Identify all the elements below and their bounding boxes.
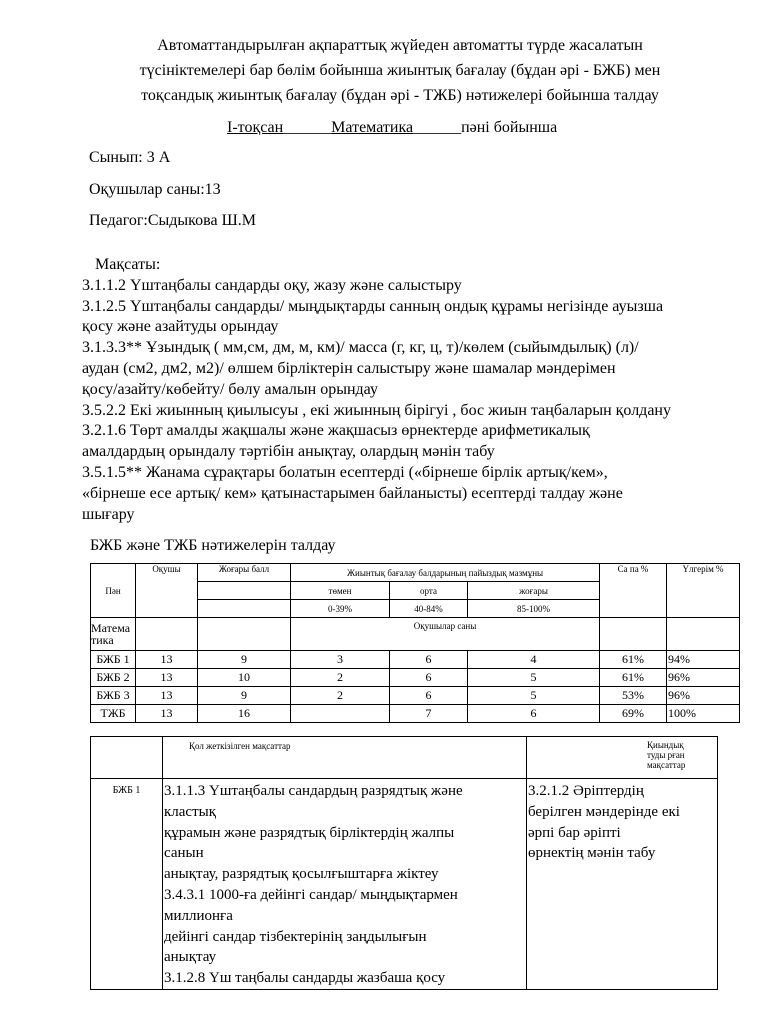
row-high: 6 bbox=[468, 705, 600, 723]
difficult-header bbox=[527, 737, 718, 779]
header-students: Оқушы bbox=[136, 564, 198, 618]
row-mid: 6 bbox=[390, 669, 468, 687]
goals-table bbox=[90, 736, 718, 990]
difficult-header-line: Қиындық bbox=[647, 740, 684, 750]
goal-line: қосу/азайту/көбейту/ бөлу амалын орындау bbox=[82, 380, 378, 398]
goal-line: «бірнеше есе артық/ кем» қатынастарымен байланысты) есептерді талдау және bbox=[82, 484, 623, 502]
achieved-line: 3.1.1.3 Үштаңбалы сандардың разрядтық және bbox=[164, 783, 463, 799]
row-max: 9 bbox=[198, 651, 291, 669]
difficult-line: өрнектің мәнін табу bbox=[528, 845, 656, 862]
row-success: 100% bbox=[667, 705, 740, 723]
difficult-line: 3.2.1.2 Әріптердің bbox=[528, 783, 644, 799]
header-mid-range: 40-84% bbox=[390, 600, 468, 618]
header-high-range: 85-100% bbox=[468, 600, 600, 618]
row-high: 5 bbox=[468, 687, 600, 705]
header-success: Үлгерім % bbox=[667, 564, 740, 618]
subject-name: Математика bbox=[331, 119, 414, 136]
subject-name-cell: Матема тика bbox=[91, 618, 136, 651]
achieved-header: Қол жеткізілген мақсаттар bbox=[163, 737, 527, 779]
document-title bbox=[60, 33, 740, 108]
goal-line: 3.2.1.6 Төрт амалды жақшалы және жақшасыз өрнектерде арифметикалық bbox=[82, 422, 590, 440]
header-low: төмен bbox=[291, 582, 390, 600]
row-max: 9 bbox=[198, 687, 291, 705]
row-low: 2 bbox=[291, 669, 390, 687]
class-info: Сынып: 3 А bbox=[89, 149, 171, 166]
row-success: 96% bbox=[667, 669, 740, 687]
table-row bbox=[91, 687, 740, 705]
row-max: 16 bbox=[198, 705, 291, 723]
goal-line: амалдардың орындалу тәртібін анықтау, олардың мәнін табу bbox=[82, 443, 495, 461]
row-low: 2 bbox=[291, 687, 390, 705]
row-quality: 69% bbox=[600, 705, 667, 723]
title-line: түсініктемелері бар бөлім бойынша жиынтық бағалау (бұдан әрі - БЖБ) мен bbox=[139, 62, 661, 79]
achieved-goals bbox=[163, 779, 527, 990]
difficult-line: әрпі бар әріпті bbox=[528, 824, 621, 841]
row-quality: 61% bbox=[600, 651, 667, 669]
header-max-score: Жоғары балл bbox=[198, 564, 291, 582]
goal-line: 3.5.2.2 Екі жиынның қиылысуы , екі жиынның бірігуі , бос жиын таңбаларын қолдану bbox=[82, 401, 671, 419]
row-mid: 7 bbox=[390, 705, 468, 723]
achieved-line: дейінгі сандар тізбектерінің заңдылығын bbox=[164, 928, 427, 945]
subject-suffix: пәні бойынша bbox=[461, 119, 558, 136]
empty-cell bbox=[91, 737, 163, 779]
header-quality: Са па % bbox=[600, 564, 667, 618]
difficult-line: берілген мәндерінде екі bbox=[528, 803, 680, 820]
achieved-line: санын bbox=[164, 845, 204, 862]
table-row bbox=[91, 705, 740, 723]
row-success: 94% bbox=[667, 651, 740, 669]
row-high: 5 bbox=[468, 669, 600, 687]
header-high: жоғары bbox=[468, 582, 600, 600]
row-mid: 6 bbox=[390, 651, 468, 669]
header-low-range: 0-39% bbox=[291, 600, 390, 618]
goal-line: аудан (см2, дм2, м2)/ өлшем бірліктерін салыстыру және шамалар мәндерімен bbox=[82, 359, 616, 377]
achieved-line: құрамын және разрядтық бірліктердің жалпы bbox=[164, 824, 455, 841]
title-line: Автоматтандырылған ақпараттық жүйеден автоматты түрде жасалатын bbox=[157, 37, 643, 54]
row-low: 3 bbox=[291, 651, 390, 669]
goal-line: 3.1.1.2 Үштаңбалы сандарды оқу, жазу және салыстыру bbox=[82, 276, 462, 294]
empty-cell bbox=[136, 618, 198, 651]
empty-cell bbox=[198, 618, 291, 651]
header-mid: орта bbox=[390, 582, 468, 600]
achieved-line: 3.4.3.1 1000-ға дейінгі сандар/ мыңдықтармен bbox=[164, 886, 458, 903]
row-students: 13 bbox=[136, 651, 198, 669]
table-row bbox=[91, 651, 740, 669]
blank-gap: ______ bbox=[413, 119, 462, 136]
row-quality: 61% bbox=[600, 669, 667, 687]
header-distribution: Жиынтық бағалау балдарының пайыздық мазмұны bbox=[291, 564, 600, 582]
difficult-header-line: туды рған bbox=[647, 750, 685, 760]
difficult-goals bbox=[527, 779, 718, 990]
subject-line bbox=[227, 119, 557, 137]
results-table bbox=[90, 563, 740, 723]
achieved-line: кластық bbox=[164, 803, 217, 820]
table-row bbox=[91, 669, 740, 687]
achieved-line: 3.1.2.8 Үш таңбалы сандарды жазбаша қосу bbox=[164, 970, 446, 987]
goals-section bbox=[82, 255, 752, 525]
goals-row-name: БЖБ 1 bbox=[91, 779, 163, 990]
teacher-name: Педагог:Сыдыкова Ш.М bbox=[89, 212, 256, 229]
empty-cell bbox=[667, 618, 740, 651]
goal-line: қосу және азайтуды орындау bbox=[82, 318, 279, 336]
goal-line: шығару bbox=[82, 505, 135, 523]
row-name: БЖБ 3 bbox=[91, 687, 136, 705]
row-students: 13 bbox=[136, 705, 198, 723]
header-count-label: Оқушылар саны bbox=[291, 618, 600, 651]
achieved-line: миллионға bbox=[164, 907, 233, 924]
row-quality: 53% bbox=[600, 687, 667, 705]
goals-heading: Мақсаты: bbox=[95, 256, 161, 273]
row-students: 13 bbox=[136, 687, 198, 705]
students-count: Оқушылар саны:13 bbox=[89, 181, 221, 198]
row-max: 10 bbox=[198, 669, 291, 687]
row-mid: 6 bbox=[390, 687, 468, 705]
row-name: ТЖБ bbox=[91, 705, 136, 723]
quarter-label: І-тоқсан bbox=[227, 119, 284, 136]
header-subject: Пән bbox=[91, 564, 136, 618]
empty-cell bbox=[198, 600, 291, 618]
analysis-title: БЖБ және ТЖБ нәтижелерін талдау bbox=[90, 537, 336, 554]
row-low bbox=[291, 705, 390, 723]
empty-cell bbox=[198, 582, 291, 600]
achieved-line: анықтау, разрядтық қосылғыштарға жіктеу bbox=[164, 866, 439, 883]
row-students: 13 bbox=[136, 669, 198, 687]
achieved-line: анықтау bbox=[164, 949, 217, 966]
row-name: БЖБ 2 bbox=[91, 669, 136, 687]
difficult-header-line: мақсаттар bbox=[647, 760, 686, 770]
row-high: 4 bbox=[468, 651, 600, 669]
row-success: 96% bbox=[667, 687, 740, 705]
empty-cell bbox=[600, 618, 667, 651]
blank-gap: ______ bbox=[283, 119, 332, 136]
goal-line: 3.1.2.5 Үштаңбалы сандарды/ мыңдықтарды санның ондық құрамы негізінде ауызша bbox=[82, 297, 664, 315]
title-line: тоқсандық жиынтық бағалау (бұдан әрі - ТЖБ) нәтижелері бойынша талдау bbox=[141, 87, 659, 104]
goal-line: 3.1.3.3** Ұзындық ( мм,см, дм, м, км)/ масса (г, кг, ц, т)/көлем (сыйымдылық) (л)/ bbox=[82, 339, 639, 357]
row-name: БЖБ 1 bbox=[91, 651, 136, 669]
goal-line: 3.5.1.5** Жанама сұрақтары болатын есептерді («бірнеше бірлік артық/кем», bbox=[82, 463, 608, 481]
